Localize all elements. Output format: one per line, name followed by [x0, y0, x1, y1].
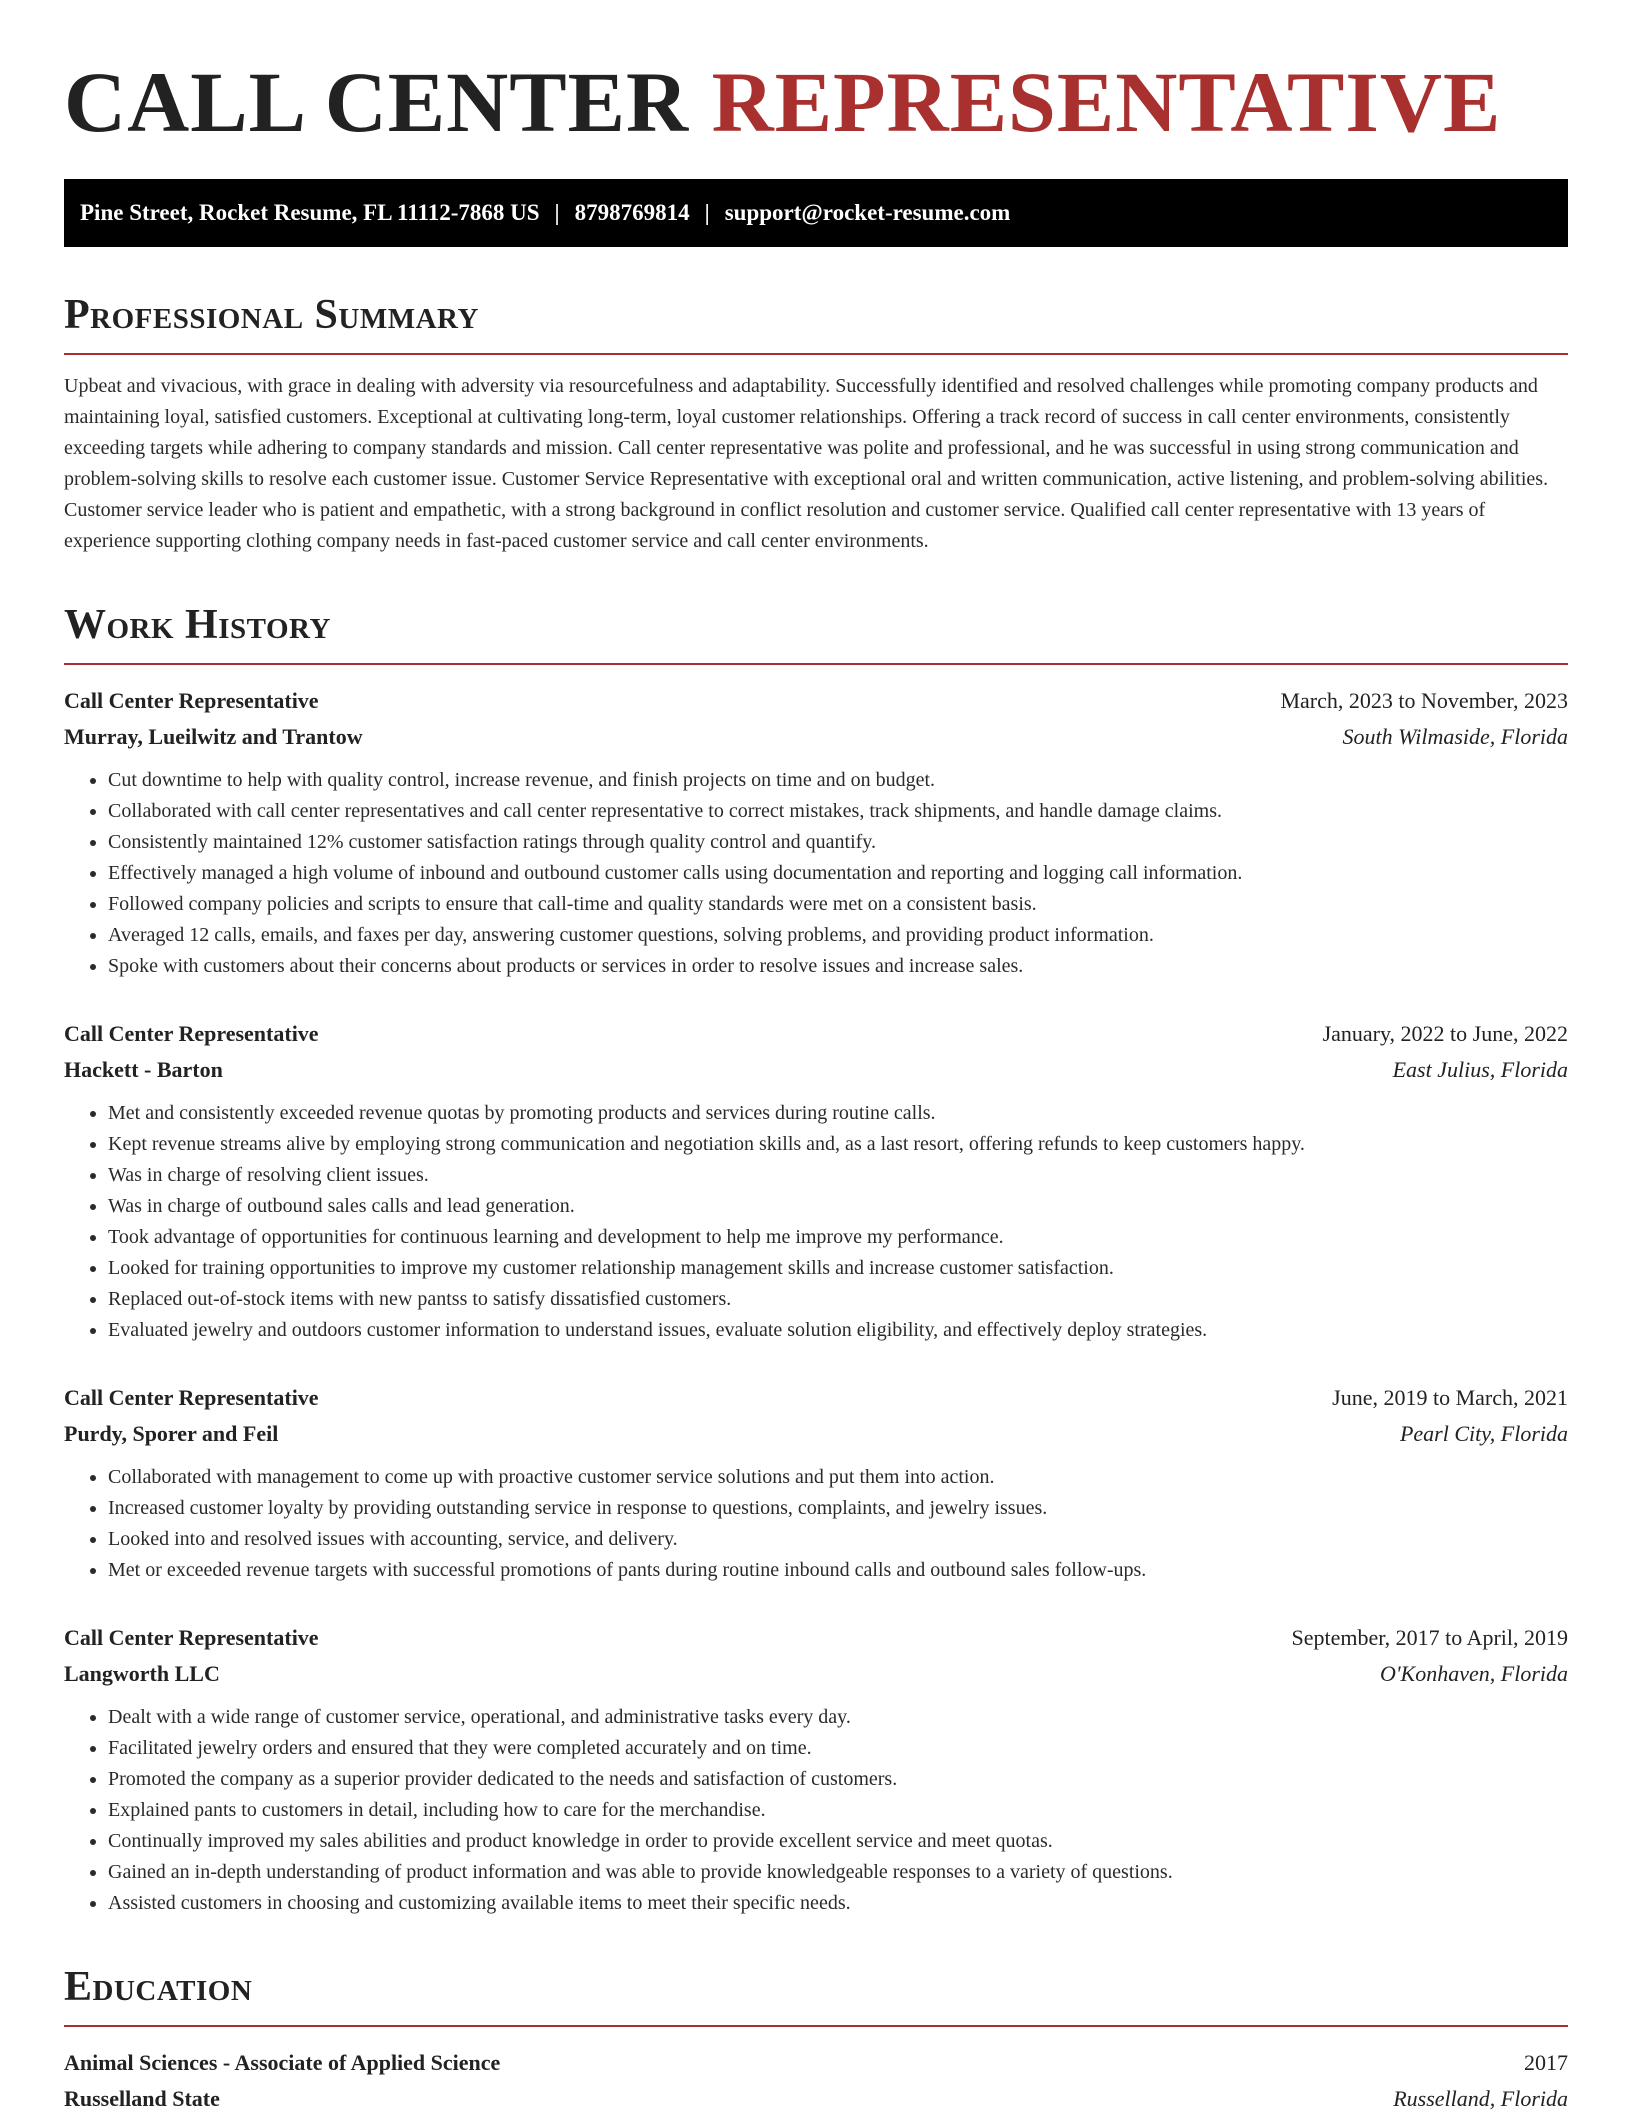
- education-heading: Education: [64, 1964, 253, 2010]
- education-entry: [64, 2045, 1568, 2117]
- contact-email: support@rocket-resume.com: [724, 200, 1011, 225]
- contact-bar: [64, 179, 1568, 247]
- section-divider: [64, 663, 1568, 665]
- job-bullet: • Gained an in-depth understanding of product information and was able to provide knowledgeable responses to a variety of questions.: [108, 1857, 1568, 1888]
- job-header-row: [64, 1380, 1568, 1416]
- job-entry: [64, 1380, 1568, 1586]
- job-company-row: [64, 1656, 1568, 1692]
- job-dates: January, 2022 to June, 2022: [1322, 1021, 1568, 1046]
- section-divider: [64, 2025, 1568, 2027]
- job-bullet: • Evaluated jewelry and outdoors customer information to understand issues, evaluate solution eligibility, and effectively deploy strategies.: [108, 1315, 1568, 1346]
- job-bullets: [64, 1702, 1568, 1919]
- job-bullet: • Facilitated jewelry orders and ensured that they were completed accurately and on time.: [108, 1733, 1568, 1764]
- job-bullet: • Met or exceeded revenue targets with successful promotions of pants during routine inbound calls and outbound sales follow-ups.: [108, 1555, 1568, 1586]
- job-bullets: [64, 1462, 1568, 1586]
- job-title: Call Center Representative: [64, 1021, 319, 1046]
- job-bullet: • Dealt with a wide range of customer service, operational, and administrative tasks every day.: [108, 1702, 1568, 1733]
- job-bullet: • Was in charge of outbound sales calls and lead generation.: [108, 1191, 1568, 1222]
- job-bullet: • Increased customer loyalty by providing outstanding service in response to questions, complaints, and jewelry issues.: [108, 1493, 1568, 1524]
- job-bullet: • Collaborated with management to come up with proactive customer service solutions and put them into action.: [108, 1462, 1568, 1493]
- job-company-row: [64, 719, 1568, 755]
- job-bullets: [64, 1098, 1568, 1346]
- job-title: Call Center Representative: [64, 1625, 319, 1650]
- education-school: Russelland State: [64, 2086, 220, 2111]
- job-bullet: • Followed company policies and scripts to ensure that call-time and quality standards were met on a consistent basis.: [108, 889, 1568, 920]
- job-bullet: • Explained pants to customers in detail, including how to care for the merchandise.: [108, 1795, 1568, 1826]
- job-dates: March, 2023 to November, 2023: [1280, 688, 1568, 713]
- education-location: Russelland, Florida: [1393, 2086, 1568, 2111]
- job-bullet: • Looked into and resolved issues with accounting, service, and delivery.: [108, 1524, 1568, 1555]
- job-company: Purdy, Sporer and Feil: [64, 1421, 279, 1446]
- job-bullet: • Effectively managed a high volume of inbound and outbound customer calls using documentation and reporting and logging call information.: [108, 858, 1568, 889]
- job-location: O'Konhaven, Florida: [1379, 1661, 1568, 1686]
- job-bullet: • Was in charge of resolving client issues.: [108, 1160, 1568, 1191]
- education-year: 2017: [1524, 2050, 1568, 2075]
- job-bullet: • Replaced out-of-stock items with new pantss to satisfy dissatisfied customers.: [108, 1284, 1568, 1315]
- job-bullet: • Promoted the company as a superior provider dedicated to the needs and satisfaction of customers.: [108, 1764, 1568, 1795]
- job-bullet: • Collaborated with call center representatives and call center representative to correct mistakes, track shipments, and handle damage claims.: [108, 796, 1568, 827]
- job-company-row: [64, 1416, 1568, 1452]
- summary-heading: Professional Summary: [64, 292, 479, 338]
- work-history-heading: Work History: [64, 602, 331, 648]
- job-bullet: • Spoke with customers about their concerns about products or services in order to resolve issues and increase sales.: [108, 951, 1568, 982]
- job-company: Murray, Lueilwitz and Trantow: [64, 724, 363, 749]
- education-header-row: [64, 2045, 1568, 2081]
- job-entry: [64, 1016, 1568, 1346]
- job-bullet: • Cut downtime to help with quality control, increase revenue, and finish projects on time and on budget.: [108, 765, 1568, 796]
- job-bullet: • Assisted customers in choosing and customizing available items to meet their specific needs.: [108, 1888, 1568, 1919]
- job-header-row: [64, 683, 1568, 719]
- job-title: Call Center Representative: [64, 688, 319, 713]
- job-bullet: • Looked for training opportunities to improve my customer relationship management skills and increase customer satisfaction.: [108, 1253, 1568, 1284]
- job-bullet: • Consistently maintained 12% customer satisfaction ratings through quality control and quantify.: [108, 827, 1568, 858]
- job-company: Langworth LLC: [64, 1661, 220, 1686]
- job-header-row: [64, 1016, 1568, 1052]
- title-part-1: CALL CENTER: [64, 54, 690, 150]
- contact-address: Pine Street, Rocket Resume, FL 11112-7868 US: [80, 200, 540, 225]
- job-bullet: • Continually improved my sales abilities and product knowledge in order to provide excellent service and meet quotas.: [108, 1826, 1568, 1857]
- section-divider: [64, 353, 1568, 355]
- summary-text: Upbeat and vivacious, with grace in dealing with adversity via resourcefulness and adaptability. Successfully identified and resolved challenges while promoting company products and maintaining loyal, satisfied customers. Exceptional at cultivating long-term, loyal customer relationships. Offering a track record of success in call center environments, consistently exceeding targets while adhering to company standards and mission. Call center representative was polite and professional, and he was successful in using strong communication and problem-solving skills to resolve each customer issue. Customer Service Representative with exceptional oral and written communication, active listening, and problem-solving abilities. Customer service leader who is patient and empathetic, with a strong background in conflict resolution and customer service. Qualified call center representative with 13 years of experience supporting clothing company needs in fast-paced customer service and call center environments.: [64, 375, 1549, 552]
- job-bullet: • Averaged 12 calls, emails, and faxes per day, answering customer questions, solving problems, and providing product information.: [108, 920, 1568, 951]
- job-bullets: [64, 765, 1568, 982]
- job-bullet: • Took advantage of opportunities for continuous learning and development to help me improve my performance.: [108, 1222, 1568, 1253]
- job-company-row: [64, 1052, 1568, 1088]
- job-location: Pearl City, Florida: [1399, 1421, 1568, 1446]
- job-company: Hackett - Barton: [64, 1057, 223, 1082]
- job-dates: September, 2017 to April, 2019: [1291, 1625, 1568, 1650]
- job-bullet: • Kept revenue streams alive by employing strong communication and negotiation skills and, as a last resort, offering refunds to keep customers happy.: [108, 1129, 1568, 1160]
- job-header-row: [64, 1620, 1568, 1656]
- contact-phone: 8798769814: [574, 200, 690, 225]
- job-entry: [64, 1620, 1568, 1919]
- job-location: East Julius, Florida: [1392, 1057, 1568, 1082]
- title-part-2: REPRESENTATIVE: [711, 54, 1502, 150]
- job-entry: [64, 683, 1568, 982]
- job-title: Call Center Representative: [64, 1385, 319, 1410]
- contact-separator: |: [704, 200, 710, 225]
- job-bullet: • Met and consistently exceeded revenue quotas by promoting products and services during routine calls.: [108, 1098, 1568, 1129]
- job-location: South Wilmaside, Florida: [1342, 724, 1568, 749]
- job-dates: June, 2019 to March, 2021: [1332, 1385, 1568, 1410]
- education-degree: Animal Sciences - Associate of Applied Science: [64, 2050, 501, 2075]
- resume-title: [64, 52, 1568, 152]
- contact-separator: |: [554, 200, 560, 225]
